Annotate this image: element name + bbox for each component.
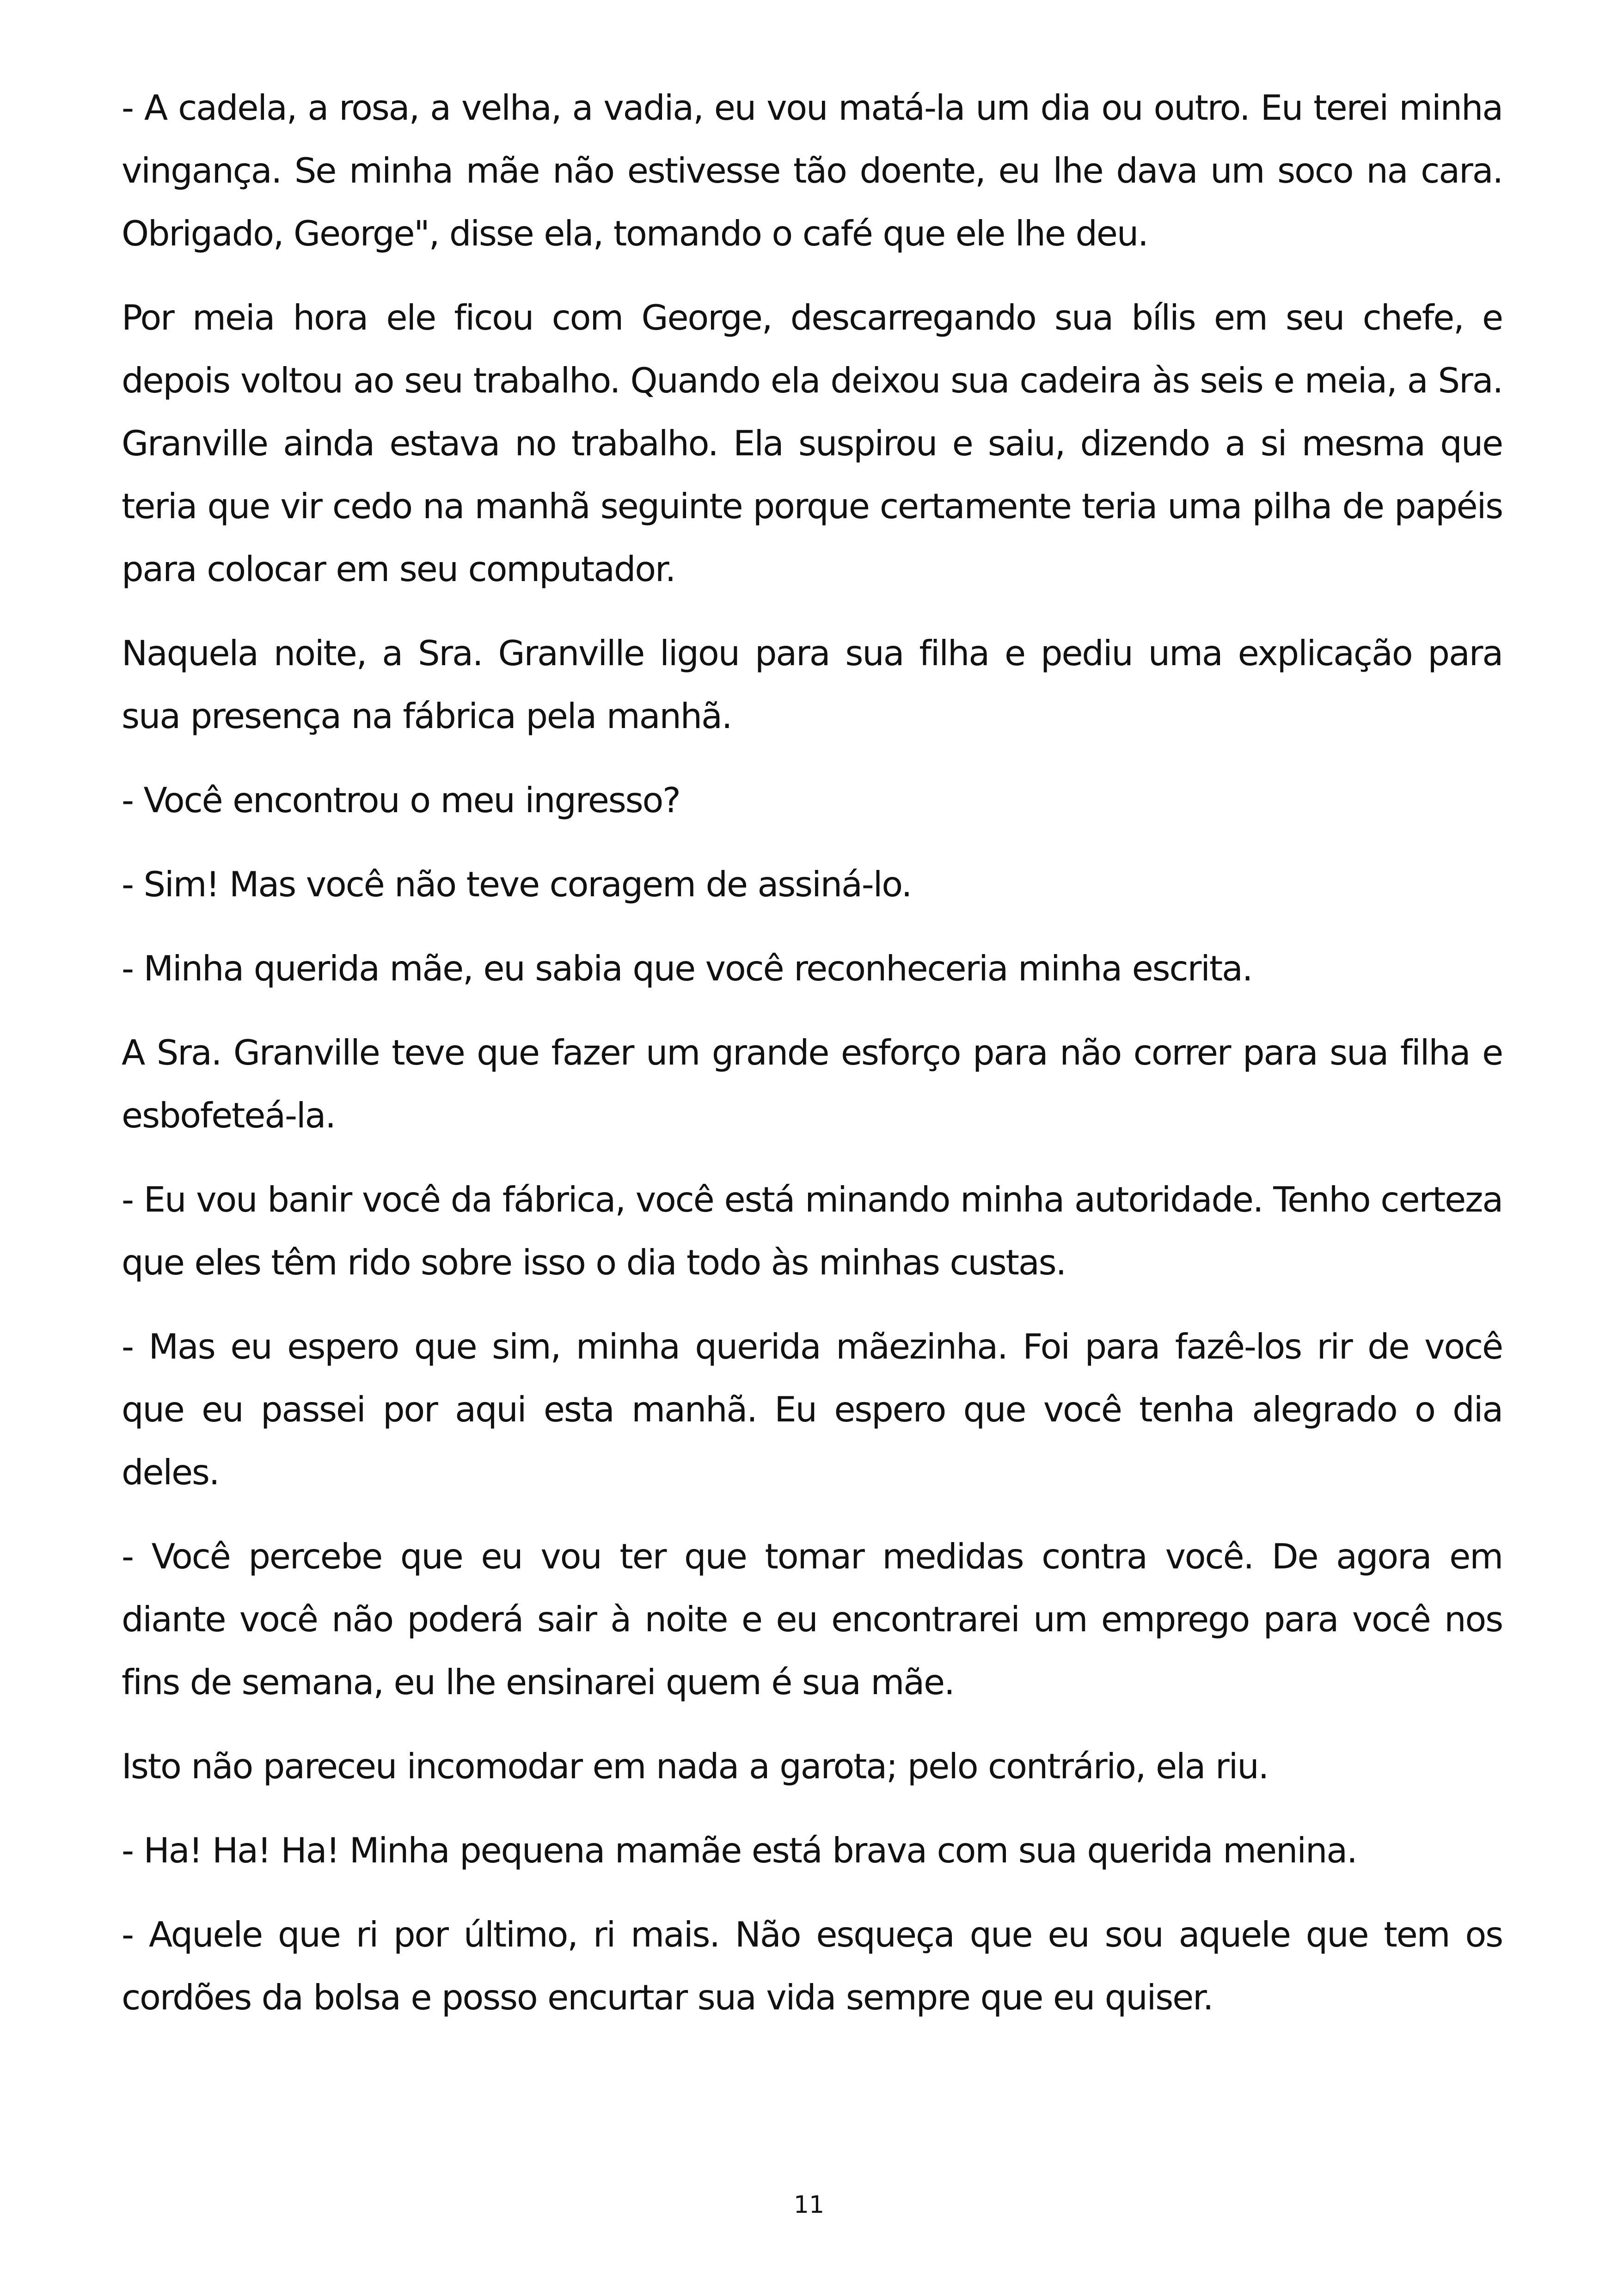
- paragraph: - Ha! Ha! Ha! Minha pequena mamãe está brava com sua querida menina.: [122, 1830, 1357, 1871]
- paragraph: - Você percebe que eu vou ter que tomar medidas contra você. De agora em diante você não poderá sair à noite e eu encontrarei um emprego para você nos fins de semana, eu lhe ensinarei quem é sua mãe.: [122, 1536, 1502, 1702]
- paragraph: - Mas eu espero que sim, minha querida mãezinha. Foi para fazê-los rir de você que eu passei por aqui esta manhã. Eu espero que você tenha alegrado o dia deles.: [122, 1326, 1502, 1493]
- paragraph: - Aquele que ri por último, ri mais. Não esqueça que eu sou aquele que tem os cordões da bolsa e posso encurtar sua vida sempre que eu quiser.: [122, 1914, 1502, 2018]
- paragraph: - Você encontrou o meu ingresso?: [122, 780, 680, 820]
- body-text: [122, 76, 1502, 2050]
- paragraph: Naquela noite, a Sra. Granville ligou para sua filha e pediu uma explicação para sua presença na fábrica pela manhã.: [122, 633, 1502, 736]
- paragraph: A Sra. Granville teve que fazer um grande esforço para não correr para sua filha e esbofeteá-la.: [122, 1032, 1502, 1136]
- paragraph: Por meia hora ele ficou com George, descarregando sua bílis em seu chefe, e depois voltou ao seu trabalho. Quando ela deixou sua cadeira às seis e meia, a Sra. Granville ainda estava no trabalho. Ela suspirou e saiu, dizendo a si mesma que teria que vir cedo na manhã seguinte porque certamente teria uma pilha de papéis para colocar em seu computador.: [122, 297, 1502, 589]
- paragraph: Isto não pareceu incomodar em nada a garota; pelo contrário, ela riu.: [122, 1746, 1269, 1787]
- paragraph: - A cadela, a rosa, a velha, a vadia, eu vou matá-la um dia ou outro. Eu terei minha vingança. Se minha mãe não estivesse tão doente, eu lhe dava um soco na cara. Obrigado, George", disse ela, tomando o café que ele lhe deu.: [122, 87, 1502, 254]
- page-number: 11: [793, 2191, 825, 2219]
- paragraph: - Minha querida mãe, eu sabia que você reconheceria minha escrita.: [122, 948, 1252, 989]
- paragraph: - Sim! Mas você não teve coragem de assiná-lo.: [122, 864, 912, 905]
- paragraph: - Eu vou banir você da fábrica, você está minando minha autoridade. Tenho certeza que eles têm rido sobre isso o dia todo às minhas custas.: [122, 1179, 1502, 1283]
